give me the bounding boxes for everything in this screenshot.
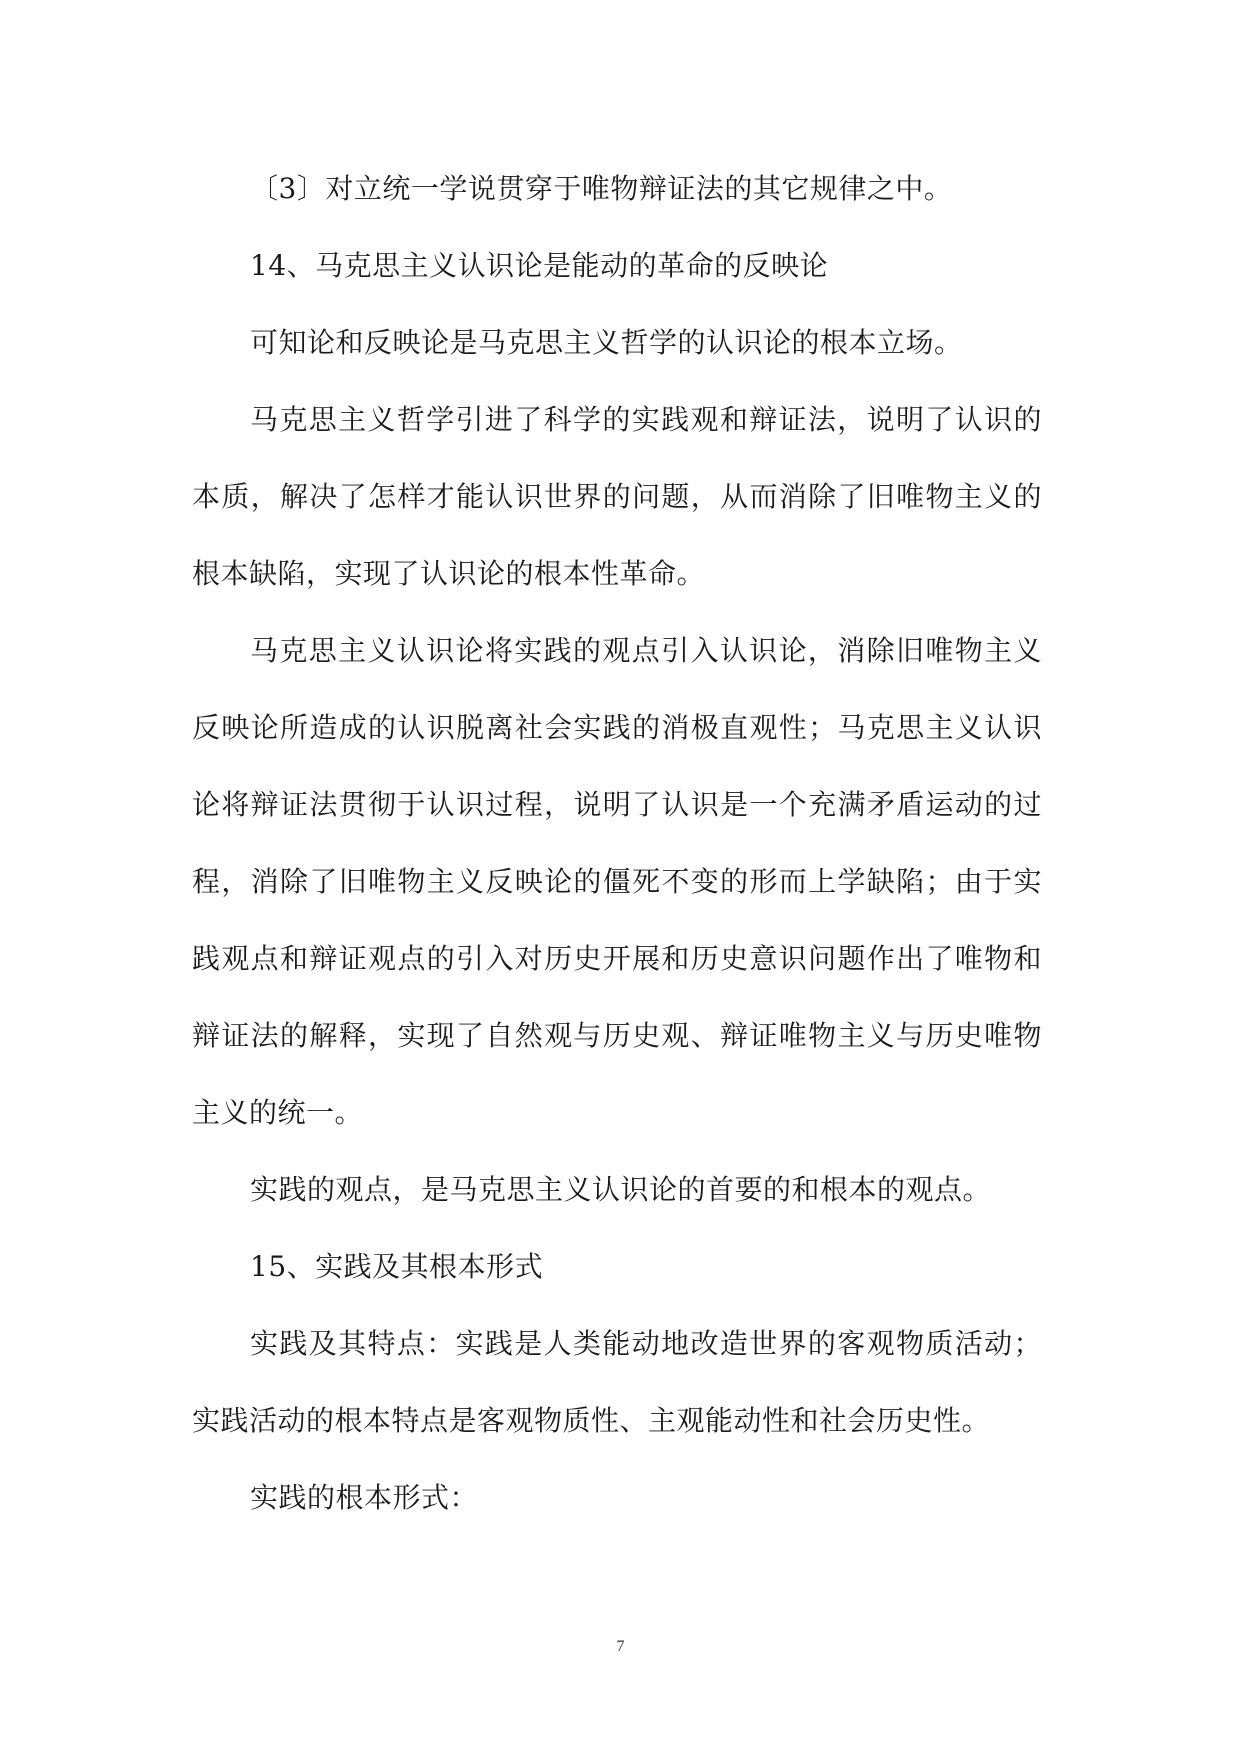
paragraph-practice-dialectics: 马克思主义哲学引进了科学的实践观和辩证法，说明了认识的本质，解决了怎样才能认识世界的问题，从而消除了旧唯物主义的根本缺陷，实现了认识论的根本性革命。: [192, 403, 1042, 590]
paragraph-epistemology-practice: 马克思主义认识论将实践的观点引入认识论，消除旧唯物主义反映论所造成的认识脱离社会实践的消极直观性；马克思主义认识论将辩证法贯彻于认识过程，说明了认识是一个充满矛盾运动的过程，消除了旧唯物主义反映论的僵死不变的形而上学缺陷；由于实践观点和辩证观点的引入对历史开展和历史意识问题作出了唯物和辩证法的解释，实现了自然观与历史观、辩证唯物主义与历史唯物主义的统一。: [192, 634, 1042, 1129]
page-number: 7: [616, 1638, 625, 1655]
paragraph-knowability: 可知论和反映论是马克思主义哲学的认识论的根本立场。: [250, 326, 963, 359]
page-body: [192, 150, 1042, 1536]
paragraph-practice-viewpoint: 实践的观点，是马克思主义认识论的首要的和根本的观点。: [250, 1173, 992, 1206]
heading-section-14: 14、马克思主义认识论是能动的革命的反映论: [250, 249, 829, 282]
paragraph-practice-forms: 实践的根本形式：: [250, 1481, 479, 1514]
heading-section-15: 15、实践及其根本形式: [250, 1250, 544, 1283]
paragraph-contradiction-unity: 〔3〕对立统一学说贯穿于唯物辩证法的其它规律之中。: [250, 172, 953, 205]
paragraph-practice-features: 实践及其特点：实践是人类能动地改造世界的客观物质活动；实践活动的根本特点是客观物质性、主观能动性和社会历史性。: [192, 1327, 1042, 1437]
